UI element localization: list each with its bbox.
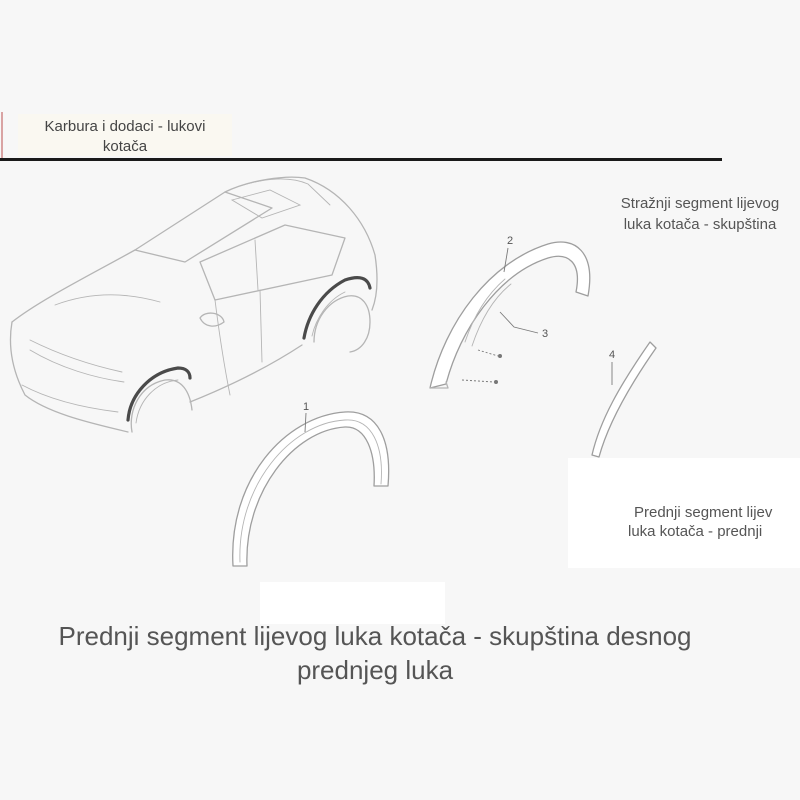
car-headlight-upper: [30, 340, 122, 372]
rear-segment-label-line-2: luka kotača - skupština: [623, 216, 777, 233]
car-side-windows: [200, 225, 345, 300]
car-rear-door-line: [260, 290, 262, 362]
section-label-line-2: kotača: [102, 138, 148, 155]
car-b-pillar: [255, 240, 258, 290]
section-label: [20, 117, 230, 157]
car-sunroof: [232, 190, 300, 218]
car-roof: [225, 177, 377, 310]
header-divider: [0, 158, 722, 161]
front-segment-label-line-2: luka kotača - prednji: [628, 523, 763, 540]
part-number-3: 3: [541, 328, 549, 340]
car-rear-wheel: [314, 296, 370, 352]
part-2-rear-arch: [430, 242, 590, 388]
car-headlight-lower: [30, 350, 124, 382]
rear-segment-label-line-1: Stražnji segment lijevog: [620, 195, 780, 212]
car-front-bumper: [11, 322, 128, 432]
front-segment-label-line-1: Prednji segment lijev: [634, 504, 773, 521]
car-windshield: [135, 192, 272, 262]
part-3-fastener-lower-line: [462, 380, 494, 382]
part-number-4: 4: [608, 349, 616, 361]
product-caption-line-1: Prednji segment lijevog luka kotača - skupština desnog: [58, 621, 692, 651]
part-3-fastener-upper-line: [478, 350, 498, 356]
part-3-leader: [500, 312, 538, 333]
car-lower-grille: [22, 385, 118, 412]
car-illustration: [11, 177, 377, 432]
product-caption: [0, 619, 750, 687]
part-4-trim-strip: [592, 342, 656, 457]
part-3-fastener-lower: [494, 380, 498, 384]
part-number-1: 1: [302, 401, 310, 413]
front-segment-label: [628, 503, 800, 541]
car-front-wheel-arch-highlight: [128, 368, 190, 420]
side-marker: [1, 112, 3, 160]
section-label-line-1: Karbura i dodaci - lukovi: [44, 118, 206, 135]
car-hood-edge: [12, 250, 135, 322]
car-mirror: [200, 313, 224, 326]
product-caption-line-2: prednjeg luka: [296, 655, 454, 685]
part-1-front-arch: [233, 412, 389, 566]
car-rocker-line: [190, 345, 302, 402]
part-3-fastener-upper: [498, 354, 502, 358]
rear-segment-label: [600, 193, 800, 235]
part-number-2: 2: [506, 235, 514, 247]
caption-panel: [260, 582, 445, 624]
car-hood-crease: [55, 295, 160, 305]
